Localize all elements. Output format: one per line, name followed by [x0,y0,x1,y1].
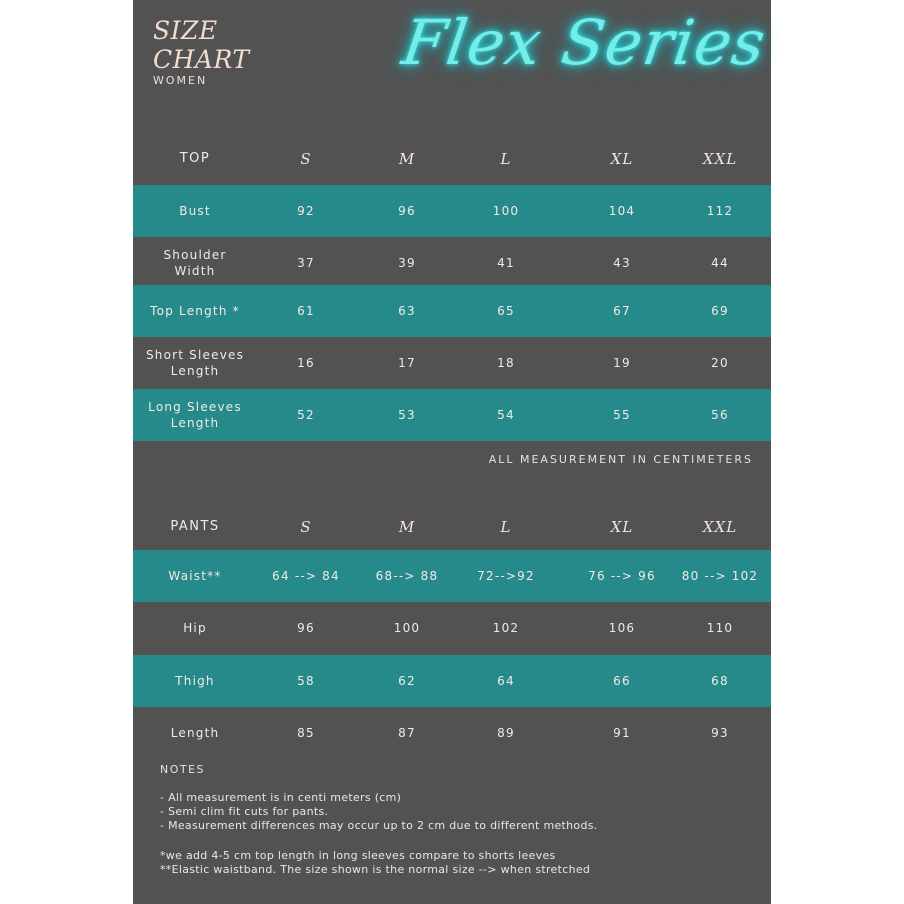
table-cell: 72-->92 [477,569,535,583]
table-cell: 100 [492,204,520,218]
notes-line: - All measurement is in centi meters (cm) [160,791,402,804]
table-cell: 20 [711,356,729,370]
size-chart-title [153,16,250,74]
row-label-line: Short Sleeves [145,348,245,362]
table-cell: 41 [497,256,515,270]
table-row [133,285,771,337]
row-label-line: Shoulder [163,248,227,262]
row-label-line: Length [170,726,220,740]
size-header-l: L [500,150,512,168]
row-label [175,673,215,689]
table-cell: 102 [492,621,520,635]
size-header-xxl: XXL [702,518,738,536]
table-cell: 43 [613,256,631,270]
brand-logo-flex-series: Flex Series [397,6,771,79]
footnote-line: **Elastic waistband. The size shown is the normal size --> when stretched [160,863,591,876]
row-label [150,303,240,319]
unit-note: ALL MEASUREMENT IN CENTIMETERS [488,453,753,466]
table-row [133,550,771,602]
table-cell: 37 [297,256,315,270]
table-cell: 68--> 88 [375,569,439,583]
table-row [133,185,771,237]
table-cell: 64 [497,674,515,688]
table-cell: 19 [613,356,631,370]
notes-title: NOTES [160,763,206,776]
row-label-line: Thigh [175,674,215,688]
size-header-s: S [300,518,312,536]
table-cell: 16 [297,356,315,370]
row-label [171,725,220,741]
size-header-xl: XL [610,150,634,168]
table-row [133,389,771,441]
title-line-2: CHART [153,45,250,74]
row-label [183,620,207,636]
table-row [133,602,771,654]
table-cell: 18 [497,356,515,370]
table-cell: 54 [497,408,515,422]
table-cell: 63 [398,304,416,318]
table-cell: 112 [706,204,734,218]
size-chart-panel [133,0,771,904]
table-cell: 66 [613,674,631,688]
row-label [146,347,244,379]
table-cell: 80 --> 102 [681,569,759,583]
table-cell: 89 [497,726,515,740]
size-header-m: M [398,150,416,168]
table-cell: 17 [398,356,416,370]
table-cell: 104 [608,204,636,218]
footnote-line: *we add 4-5 cm top length in long sleeves compare to shorts leeves [160,849,556,862]
table-cell: 91 [613,726,631,740]
table-cell: 58 [297,674,315,688]
row-label [148,399,242,431]
notes-line: - Semi clim fit cuts for pants. [160,805,329,818]
table-cell: 67 [613,304,631,318]
row-label [163,247,226,279]
row-label-line: Length [170,416,220,430]
table-cell: 61 [297,304,315,318]
title-line-1: SIZE [153,16,218,45]
table-cell: 44 [711,256,729,270]
table-cell: 110 [706,621,734,635]
row-label-line: Hip [183,621,207,635]
table-cell: 96 [398,204,416,218]
table-row [133,655,771,707]
gender-subtitle: WOMEN [153,74,208,87]
table-cell: 62 [398,674,416,688]
table-cell: 39 [398,256,416,270]
table-row [133,707,771,759]
size-header-s: S [300,150,312,168]
size-header-xl: XL [610,518,634,536]
table-cell: 76 --> 96 [588,569,656,583]
table-header-label: PANTS [170,519,220,534]
size-header-xxl: XXL [702,150,738,168]
table-cell: 56 [711,408,729,422]
row-label-line: Long Sleeves [148,400,242,414]
table-cell: 106 [608,621,636,635]
table-header-label: TOP [179,151,211,166]
table-cell: 55 [613,408,631,422]
table-cell: 87 [398,726,416,740]
table-cell: 68 [711,674,729,688]
table-cell: 100 [393,621,421,635]
table-cell: 93 [711,726,729,740]
size-header-m: M [398,518,416,536]
row-label-line: Waist** [168,569,222,583]
notes-line: - Measurement differences may occur up to 2 cm due to different methods. [160,819,598,832]
table-cell: 65 [497,304,515,318]
table-cell: 92 [297,204,315,218]
row-label-line: Bust [179,204,211,218]
size-header-l: L [500,518,512,536]
row-label-line: Top Length * [150,304,240,318]
table-row [133,237,771,289]
row-label [168,568,221,584]
table-cell: 85 [297,726,315,740]
table-cell: 52 [297,408,315,422]
row-label-line: Length [170,364,220,378]
row-label [179,203,211,219]
table-cell: 53 [398,408,416,422]
table-cell: 69 [711,304,729,318]
row-label-line: Width [174,264,216,278]
table-row [133,337,771,389]
table-cell: 96 [297,621,315,635]
table-cell: 64 --> 84 [272,569,340,583]
